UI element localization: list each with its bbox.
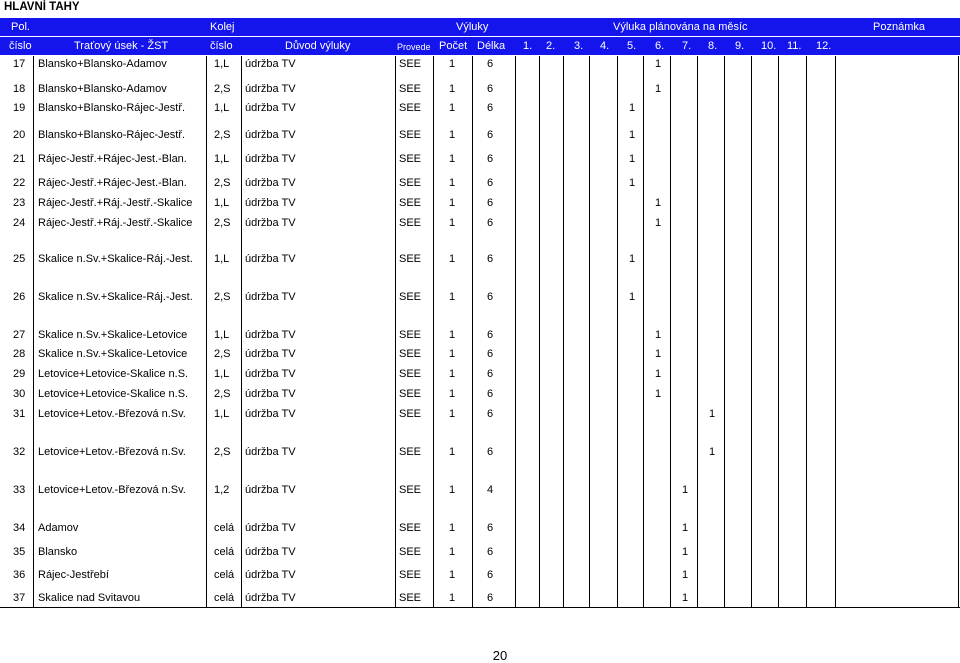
cell-provede: SEE (399, 522, 422, 534)
cell-provede: SEE (399, 592, 422, 604)
header-row-1 (0, 18, 960, 36)
table-row (0, 521, 960, 535)
cell-kolej: 2,S (214, 177, 231, 189)
cell-provede: SEE (399, 484, 422, 496)
cell-usek: Blansko+Blansko-Rájec-Jestř. (38, 102, 186, 114)
cell-pol: 35 (13, 546, 26, 558)
cell-pol: 32 (13, 446, 26, 458)
header-planovana: Výluka plánována na měsíc (613, 21, 748, 33)
cell-pol: 33 (13, 484, 26, 496)
cell-kolej: 1,L (214, 153, 230, 165)
cell-provede: SEE (399, 83, 422, 95)
cell-month-mark: 1 (682, 569, 689, 581)
cell-pol: 26 (13, 291, 26, 303)
table-row (0, 445, 960, 459)
table-row (0, 591, 960, 605)
cell-pol: 23 (13, 197, 26, 209)
header-usek: Traťový úsek - ŽST (74, 40, 169, 52)
cell-provede: SEE (399, 197, 422, 209)
cell-month-mark: 1 (629, 129, 636, 141)
table-row (0, 82, 960, 96)
table-row (0, 176, 960, 190)
cell-duvod: údržba TV (245, 102, 296, 114)
cell-delka: 6 (487, 177, 494, 189)
cell-delka: 6 (487, 83, 494, 95)
cell-duvod: údržba TV (245, 153, 296, 165)
cell-delka: 6 (487, 348, 494, 360)
cell-delka: 4 (487, 484, 494, 496)
cell-delka: 6 (487, 388, 494, 400)
cell-month-mark: 1 (629, 291, 636, 303)
header-pol: Pol. (11, 21, 30, 33)
cell-delka: 6 (487, 368, 494, 380)
table-row (0, 407, 960, 421)
cell-delka: 6 (487, 291, 494, 303)
cell-delka: 6 (487, 446, 494, 458)
table-row (0, 347, 960, 361)
cell-kolej: celá (214, 522, 235, 534)
cell-delka: 6 (487, 153, 494, 165)
cell-usek: Letovice+Letov.-Březová n.Sv. (38, 446, 186, 458)
cell-kolej: 1,2 (214, 484, 230, 496)
cell-pol: 34 (13, 522, 26, 534)
cell-pocet: 1 (449, 484, 456, 496)
header-poznamka: Poznámka (873, 21, 925, 33)
cell-usek: Blansko+Blansko-Adamov (38, 58, 167, 70)
cell-pol: 25 (13, 253, 26, 265)
cell-usek: Skalice n.Sv.+Skalice-Ráj.-Jest. (38, 253, 193, 265)
header-month-5: 5. (627, 40, 637, 52)
cell-pol: 37 (13, 592, 26, 604)
cell-month-mark: 1 (655, 388, 662, 400)
cell-month-mark: 1 (655, 329, 662, 341)
cell-provede: SEE (399, 177, 422, 189)
cell-pol: 20 (13, 129, 26, 141)
cell-delka: 6 (487, 569, 494, 581)
cell-duvod: údržba TV (245, 522, 296, 534)
cell-usek: Blansko+Blansko-Adamov (38, 83, 167, 95)
cell-kolej: 2,S (214, 217, 231, 229)
cell-month-mark: 1 (655, 217, 662, 229)
cell-month-mark: 1 (682, 592, 689, 604)
cell-provede: SEE (399, 102, 422, 114)
cell-provede: SEE (399, 408, 422, 420)
cell-pocet: 1 (449, 102, 456, 114)
cell-duvod: údržba TV (245, 569, 296, 581)
cell-duvod: údržba TV (245, 217, 296, 229)
cell-kolej: 1,L (214, 197, 230, 209)
cell-provede: SEE (399, 58, 422, 70)
cell-duvod: údržba TV (245, 129, 296, 141)
cell-pocet: 1 (449, 546, 456, 558)
cell-kolej: 1,L (214, 58, 230, 70)
cell-usek: Letovice+Letovice-Skalice n.S. (38, 388, 189, 400)
cell-pocet: 1 (449, 153, 456, 165)
cell-delka: 6 (487, 197, 494, 209)
cell-usek: Skalice n.Sv.+Skalice-Letovice (38, 329, 188, 341)
cell-pocet: 1 (449, 408, 456, 420)
cell-usek: Rájec-Jestř.+Ráj.-Jestř.-Skalice (38, 217, 193, 229)
cell-duvod: údržba TV (245, 83, 296, 95)
cell-provede: SEE (399, 388, 422, 400)
cell-provede: SEE (399, 291, 422, 303)
cell-kolej: 1,L (214, 329, 230, 341)
header-delka: Délka (477, 40, 506, 52)
header-vyluky: Výluky (456, 21, 489, 33)
cell-duvod: údržba TV (245, 484, 296, 496)
table-row (0, 101, 960, 115)
cell-month-mark: 1 (629, 102, 636, 114)
cell-usek: Letovice+Letovice-Skalice n.S. (38, 368, 189, 380)
cell-month-mark: 1 (629, 153, 636, 165)
cell-delka: 6 (487, 129, 494, 141)
cell-pocet: 1 (449, 592, 456, 604)
cell-month-mark: 1 (709, 446, 716, 458)
cell-duvod: údržba TV (245, 446, 296, 458)
header-month-6: 6. (655, 40, 665, 52)
cell-pol: 17 (13, 58, 26, 70)
cell-kolej: 2,S (214, 129, 231, 141)
cell-month-mark: 1 (709, 408, 716, 420)
cell-pol: 36 (13, 569, 26, 581)
cell-provede: SEE (399, 446, 422, 458)
cell-delka: 6 (487, 102, 494, 114)
cell-provede: SEE (399, 569, 422, 581)
table-row (0, 367, 960, 381)
cell-pocet: 1 (449, 197, 456, 209)
table-row (0, 252, 960, 266)
cell-provede: SEE (399, 153, 422, 165)
table-row (0, 387, 960, 401)
header-month-12: 12. (816, 40, 832, 52)
cell-delka: 6 (487, 217, 494, 229)
cell-provede: SEE (399, 546, 422, 558)
header-month-10: 10. (761, 40, 777, 52)
cell-pocet: 1 (449, 388, 456, 400)
cell-month-mark: 1 (655, 348, 662, 360)
page-number: 20 (492, 648, 508, 663)
header-kolej: Kolej (210, 21, 235, 33)
cell-pol: 21 (13, 153, 26, 165)
cell-pol: 31 (13, 408, 26, 420)
cell-usek: Skalice n.Sv.+Skalice-Ráj.-Jest. (38, 291, 193, 303)
cell-pol: 22 (13, 177, 26, 189)
cell-month-mark: 1 (655, 197, 662, 209)
header-kolej-cislo: číslo (210, 40, 233, 52)
cell-usek: Blansko (38, 546, 78, 558)
cell-pol: 24 (13, 217, 26, 229)
cell-kolej: 1,L (214, 102, 230, 114)
cell-month-mark: 1 (682, 484, 689, 496)
cell-kolej: celá (214, 569, 235, 581)
cell-usek: Rájec-Jestř.+Rájec-Jest.-Blan. (38, 177, 187, 189)
cell-month-mark: 1 (655, 368, 662, 380)
cell-month-mark: 1 (682, 522, 689, 534)
cell-duvod: údržba TV (245, 368, 296, 380)
header-duvod: Důvod výluky (285, 40, 351, 52)
cell-delka: 6 (487, 253, 494, 265)
header-pocet: Počet (439, 40, 468, 52)
cell-delka: 6 (487, 58, 494, 70)
cell-duvod: údržba TV (245, 546, 296, 558)
table-row (0, 216, 960, 230)
cell-kolej: celá (214, 546, 235, 558)
cell-pol: 30 (13, 388, 26, 400)
table-row (0, 152, 960, 166)
cell-usek: Letovice+Letov.-Březová n.Sv. (38, 484, 186, 496)
cell-pocet: 1 (449, 329, 456, 341)
cell-usek: Rájec-Jestřebí (38, 569, 109, 581)
cell-pocet: 1 (449, 83, 456, 95)
cell-usek: Letovice+Letov.-Březová n.Sv. (38, 408, 186, 420)
cell-pocet: 1 (449, 58, 456, 70)
cell-usek: Skalice n.Sv.+Skalice-Letovice (38, 348, 188, 360)
cell-pocet: 1 (449, 129, 456, 141)
header-month-7: 7. (682, 40, 692, 52)
cell-delka: 6 (487, 546, 494, 558)
cell-kolej: 1,L (214, 368, 230, 380)
cell-usek: Adamov (38, 522, 79, 534)
cell-duvod: údržba TV (245, 408, 296, 420)
cell-kolej: 2,S (214, 446, 231, 458)
cell-month-mark: 1 (655, 83, 662, 95)
cell-provede: SEE (399, 253, 422, 265)
header-row-2 (0, 37, 960, 55)
cell-provede: SEE (399, 129, 422, 141)
cell-pocet: 1 (449, 291, 456, 303)
header-month-4: 4. (600, 40, 610, 52)
cell-kolej: celá (214, 592, 235, 604)
cell-duvod: údržba TV (245, 58, 296, 70)
cell-usek: Skalice nad Svitavou (38, 592, 141, 604)
header-month-3: 3. (574, 40, 584, 52)
cell-delka: 6 (487, 408, 494, 420)
cell-month-mark: 1 (629, 253, 636, 265)
cell-pocet: 1 (449, 569, 456, 581)
cell-pocet: 1 (449, 177, 456, 189)
header-month-11: 11. (787, 40, 802, 52)
cell-duvod: údržba TV (245, 291, 296, 303)
cell-kolej: 1,L (214, 253, 230, 265)
cell-kolej: 1,L (214, 408, 230, 420)
cell-pocet: 1 (449, 446, 456, 458)
cell-provede: SEE (399, 329, 422, 341)
cell-kolej: 2,S (214, 348, 231, 360)
header-month-8: 8. (708, 40, 718, 52)
cell-pocet: 1 (449, 522, 456, 534)
table-row (0, 196, 960, 210)
cell-pol: 18 (13, 83, 26, 95)
table-bottom-border (0, 607, 960, 608)
page-title: HLAVNÍ TAHY (4, 1, 80, 13)
cell-pocet: 1 (449, 368, 456, 380)
table-row (0, 483, 960, 497)
cell-duvod: údržba TV (245, 348, 296, 360)
header-provede: Provede (397, 42, 431, 52)
cell-duvod: údržba TV (245, 197, 296, 209)
cell-provede: SEE (399, 348, 422, 360)
cell-pocet: 1 (449, 253, 456, 265)
cell-provede: SEE (399, 368, 422, 380)
cell-month-mark: 1 (629, 177, 636, 189)
cell-pocet: 1 (449, 217, 456, 229)
cell-delka: 6 (487, 329, 494, 341)
table-row (0, 545, 960, 559)
cell-duvod: údržba TV (245, 253, 296, 265)
table-row (0, 328, 960, 342)
table-row (0, 128, 960, 142)
cell-kolej: 2,S (214, 291, 231, 303)
cell-delka: 6 (487, 522, 494, 534)
cell-duvod: údržba TV (245, 592, 296, 604)
cell-month-mark: 1 (655, 58, 662, 70)
cell-provede: SEE (399, 217, 422, 229)
table-row (0, 290, 960, 304)
table-row (0, 57, 960, 71)
cell-pol: 29 (13, 368, 26, 380)
cell-usek: Rájec-Jestř.+Ráj.-Jestř.-Skalice (38, 197, 193, 209)
cell-delka: 6 (487, 592, 494, 604)
header-month-9: 9. (735, 40, 745, 52)
cell-usek: Blansko+Blansko-Rájec-Jestř. (38, 129, 186, 141)
header-month-2: 2. (546, 40, 556, 52)
cell-kolej: 2,S (214, 83, 231, 95)
cell-pol: 27 (13, 329, 26, 341)
table-row (0, 568, 960, 582)
cell-duvod: údržba TV (245, 388, 296, 400)
cell-pol: 28 (13, 348, 26, 360)
cell-duvod: údržba TV (245, 177, 296, 189)
cell-usek: Rájec-Jestř.+Rájec-Jest.-Blan. (38, 153, 187, 165)
header-cislo: číslo (9, 40, 32, 52)
cell-duvod: údržba TV (245, 329, 296, 341)
cell-pol: 19 (13, 102, 26, 114)
cell-pocet: 1 (449, 348, 456, 360)
cell-month-mark: 1 (682, 546, 689, 558)
header-month-1: 1. (523, 40, 533, 52)
cell-kolej: 2,S (214, 388, 231, 400)
